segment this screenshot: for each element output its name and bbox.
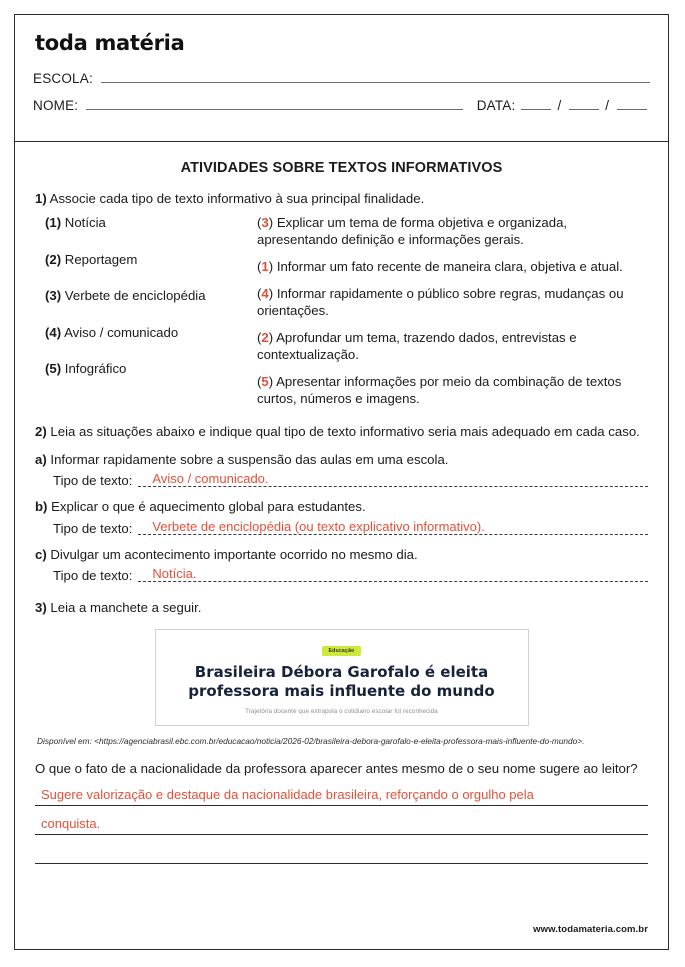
list-item: [45, 215, 257, 230]
date-field-group: [477, 98, 650, 113]
exercise-2-prompt: [35, 423, 648, 440]
exercise-1-text: Associe cada tipo de texto informativo à sua principal finalidade.: [49, 191, 425, 206]
item-label: Notícia: [64, 215, 106, 231]
exercise-2-number: 2): [35, 424, 47, 440]
item-label: Infográfico: [64, 361, 127, 377]
writing-line-3[interactable]: [35, 837, 648, 864]
answer-input-c[interactable]: [138, 566, 648, 583]
answer-text: Notícia.: [152, 566, 197, 582]
item-text: Informar rapidamente sobre a suspensão das aulas em uma escola.: [50, 451, 449, 467]
item-text: Informar rapidamente o público sobre regras, mudanças ou orientações.: [257, 286, 624, 318]
dashed-line: [138, 581, 648, 582]
item-text: Aprofundar um tema, trazendo dados, entrevistas e contextualização.: [257, 329, 577, 362]
list-item: [45, 252, 257, 267]
list-item: (4) Informar rapidamente o público sobre regras, mudanças ou orientações.: [257, 286, 624, 318]
item-marker: (1): [45, 215, 62, 231]
answer-text: Verbete de enciclopédia (ou texto explicativo informativo).: [152, 518, 485, 534]
exercise-3-prompt: [35, 599, 648, 616]
writing-line-2[interactable]: [35, 808, 648, 835]
news-subtitle: Trajetória docente que extrapola o cotidiano escolar foi reconhecida: [245, 707, 438, 715]
news-headline-card: [155, 629, 529, 726]
page-title: ATIVIDADES SOBRE TEXTOS INFORMATIVOS: [180, 160, 503, 176]
item-marker: (4): [45, 324, 62, 340]
header-box: [14, 14, 669, 142]
date-label: DATA:: [476, 98, 516, 113]
item-label: Verbete de enciclopédia: [64, 288, 206, 304]
footer-url: www.todamateria.com.br: [533, 924, 648, 935]
list-item: (3) Explicar um tema de forma objetiva e organizada, apresentando definição e informações gerais.: [257, 215, 568, 248]
answer-row-c: [53, 566, 648, 583]
item-marker: (2): [45, 251, 62, 267]
name-input-line[interactable]: [86, 108, 462, 110]
list-item: [45, 361, 257, 376]
item-label: Reportagem: [64, 251, 138, 267]
list-item: [45, 288, 257, 303]
date-separator-2: /: [605, 98, 609, 113]
date-year-line[interactable]: [617, 108, 647, 110]
exercise-2-item-a: [35, 451, 648, 468]
item-marker: b): [35, 499, 48, 515]
answer-number[interactable]: 1: [261, 259, 269, 275]
list-item: (2) Aprofundar um tema, trazendo dados, entrevistas e contextualização.: [257, 329, 577, 362]
date-day-line[interactable]: [521, 108, 551, 110]
answer-text: Aviso / comunicado.: [152, 471, 269, 487]
category-badge: Educação: [322, 646, 360, 656]
brand-logo: toda matéria: [35, 31, 185, 55]
answer-row-b: [53, 519, 648, 536]
item-marker: (3): [45, 288, 62, 304]
date-month-line[interactable]: [569, 108, 599, 110]
answer-label: Tipo de texto:: [53, 473, 133, 489]
list-item: [45, 325, 257, 340]
answer-label: Tipo de texto:: [53, 520, 133, 536]
item-label: Aviso / comunicado: [64, 324, 179, 340]
name-label: NOME:: [33, 98, 79, 113]
answer-text: conquista.: [41, 816, 101, 832]
item-text: Divulgar um acontecimento importante ocorrido no mesmo dia.: [50, 546, 418, 562]
exercise-2-text: Leia as situações abaixo e indique qual tipo de texto informativo seria mais adequado em cada caso.: [50, 424, 640, 440]
answer-input-b[interactable]: [138, 519, 648, 536]
answer-number[interactable]: 4: [261, 286, 269, 302]
answer-input-a[interactable]: [138, 471, 648, 488]
item-text: Explicar um tema de forma objetiva e organizada, apresentando definição e informações gerais.: [257, 215, 568, 248]
news-headline: Brasileira Débora Garofalo é eleita professora mais influente do mundo: [188, 662, 495, 700]
answer-text: Sugere valorização e destaque da nacionalidade brasileira, reforçando o orgulho pela: [41, 787, 534, 803]
answer-label: Tipo de texto:: [53, 568, 133, 584]
answer-number[interactable]: 3: [261, 215, 269, 231]
school-field-row: [33, 71, 650, 86]
school-label: ESCOLA:: [33, 71, 93, 86]
answer-number[interactable]: 5: [261, 373, 269, 389]
worksheet-body: [14, 142, 669, 950]
dashed-line: [138, 486, 648, 487]
matching-left-column: [35, 215, 257, 417]
exercise-3-number: 3): [35, 600, 47, 616]
exercise-1-prompt: [35, 190, 648, 207]
matching-exercise: [35, 215, 648, 417]
worksheet-page: [14, 14, 669, 950]
exercise-3-text: Leia a manchete a seguir.: [50, 600, 202, 616]
exercise-3-question: O que o fato de a nacionalidade da professora aparecer antes mesmo de o seu nome sugere ao leitor?: [35, 760, 638, 776]
list-item: (1) Informar um fato recente de maneira clara, objetiva e atual.: [257, 259, 623, 275]
exercise-2-item-c: [35, 546, 648, 563]
matching-right-column: [257, 215, 648, 417]
writing-line-1[interactable]: [35, 779, 648, 806]
item-marker: (5): [45, 361, 62, 377]
list-item: (5) Apresentar informações por meio da combinação de textos curtos, números e imagens.: [257, 373, 622, 406]
source-citation: Disponível em: <https://agenciabrasil.ebc.com.br/educacao/noticia/2026-02/brasileira-debora-garofalo-e-eleita-professora-mais-influente-do-mundo>.: [37, 735, 585, 746]
answer-row-a: [53, 471, 648, 488]
item-text: Informar um fato recente de maneira clara, objetiva e atual.: [276, 259, 623, 275]
answer-number[interactable]: 2: [261, 329, 269, 345]
name-date-field-row: [33, 98, 650, 113]
item-text: Explicar o que é aquecimento global para estudantes.: [51, 499, 366, 515]
exercise-1-number: 1): [35, 191, 47, 206]
item-text: Apresentar informações por meio da combinação de textos curtos, números e imagens.: [257, 373, 622, 406]
dashed-line: [138, 534, 648, 535]
item-marker: c): [35, 546, 47, 562]
exercise-2-item-b: [35, 498, 648, 515]
date-separator-1: /: [557, 98, 562, 113]
item-marker: a): [35, 451, 47, 467]
school-input-line[interactable]: [101, 81, 650, 83]
